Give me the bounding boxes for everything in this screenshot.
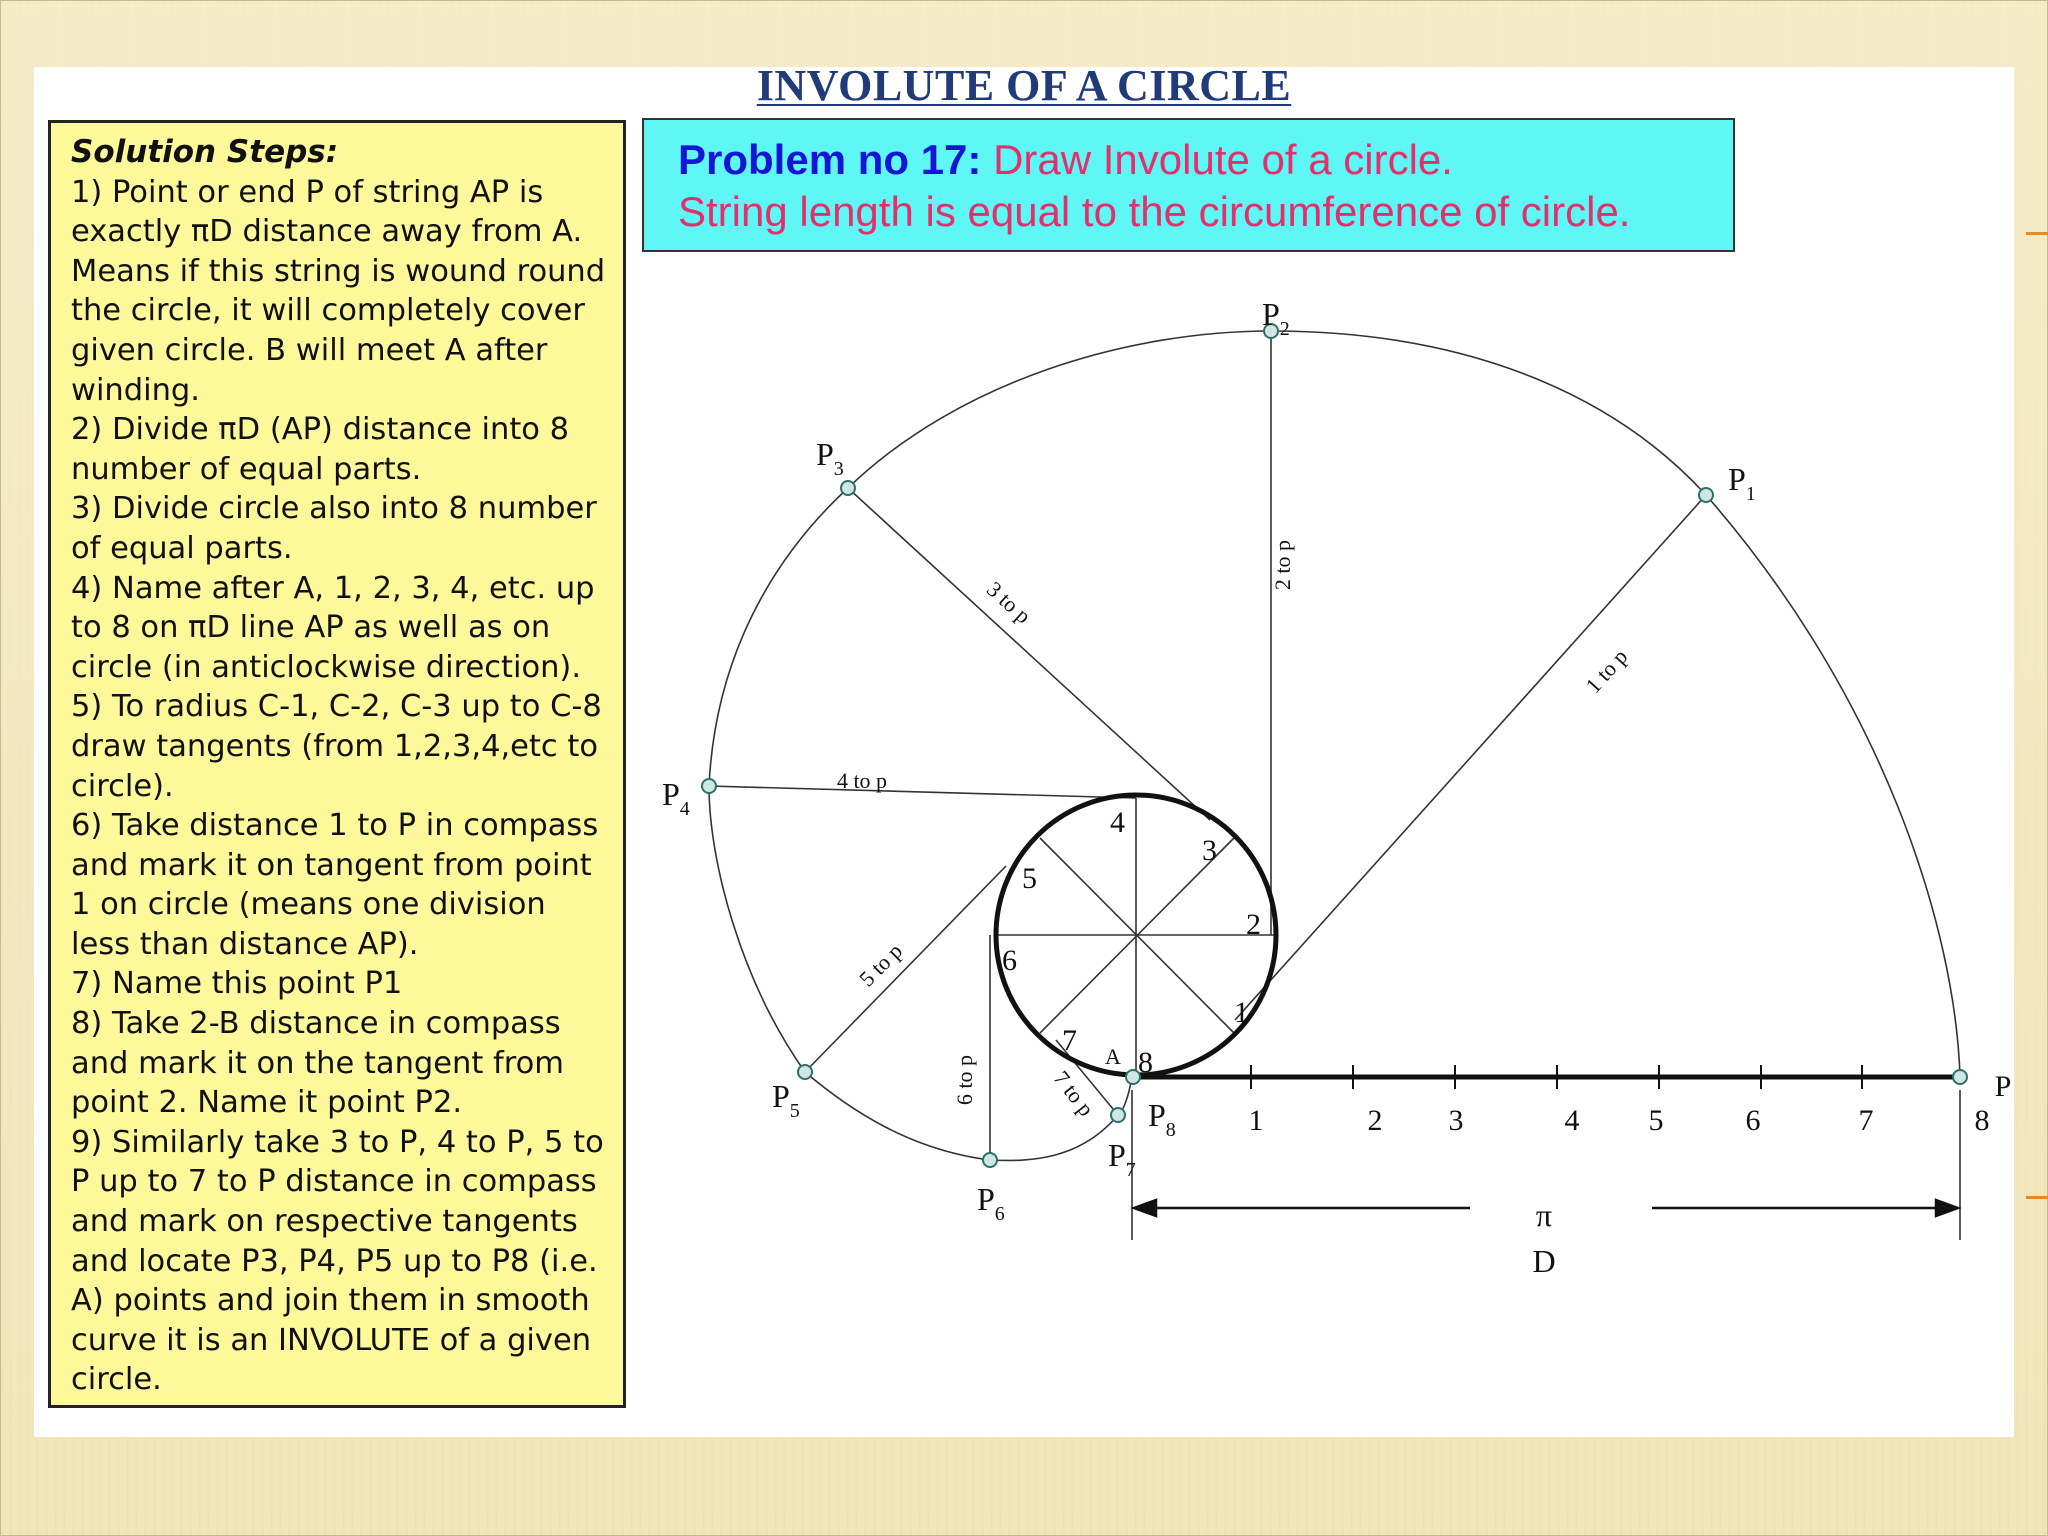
- circle-label-8: 8: [1138, 1046, 1153, 1079]
- tangent-label-6: 6 to p: [952, 1054, 977, 1106]
- line-label-5: 5: [1648, 1104, 1664, 1137]
- solution-step: 6) Take distance 1 to P in compass and mark it on tangent from point 1 on circle (means one division less than distance AP).: [71, 808, 599, 962]
- circle-label-7: 7: [1062, 1024, 1077, 1057]
- tangent-line-1: [1235, 495, 1706, 1020]
- page-title: INVOLUTE OF A CIRCLE: [756, 61, 1292, 110]
- tangent-label-7: 7 to p: [1048, 1065, 1100, 1121]
- solution-step: 5) To radius C-1, C-2, C-3 up to C-8 draw tangents (from 1,2,3,4,etc to circle).: [71, 689, 602, 804]
- arrow-right-icon: [1936, 1200, 1958, 1216]
- point-a-label: A: [1105, 1044, 1121, 1069]
- line-label-7: 7: [1858, 1104, 1874, 1137]
- line-label-2: 2: [1367, 1104, 1383, 1137]
- point-p7-marker: [1111, 1108, 1125, 1122]
- line-label-4: 4: [1564, 1104, 1580, 1137]
- involute-curve: [709, 331, 1960, 1160]
- solution-step: 8) Take 2-B distance in compass and mark it on the tangent from point 2. Name it point P2.: [71, 1006, 565, 1121]
- circle-label-1: 1: [1234, 996, 1249, 1029]
- line-label-6: 6: [1745, 1104, 1761, 1137]
- label-p4: $P_4$: [662, 776, 690, 820]
- tangent-label-5: 5 to p: [854, 938, 908, 992]
- label-p2: $P_2$: [1262, 296, 1290, 340]
- circle-label-3: 3: [1202, 834, 1217, 867]
- circle-label-6: 6: [1002, 944, 1017, 977]
- label-p5: $P_5$: [772, 1078, 800, 1122]
- solution-step: 7) Name this point P1: [71, 966, 403, 1002]
- label-p1: $P_1$: [1728, 461, 1756, 505]
- tangent-line-4: [709, 786, 1136, 798]
- solution-step: 2) Divide πD (AP) distance into 8 number of equal parts.: [71, 412, 570, 487]
- problem-text: Draw Involute of a circle.: [993, 136, 1453, 183]
- solution-step: 9) Similarly take 3 to P, 4 to P, 5 to P up to 7 to P distance in compass and mark on respective tangents and locate P3, P4, P5 up to P8 (i.e. A) points and join them in smooth curve it is an INVOLUTE of a given circle.: [71, 1124, 604, 1398]
- tangent-label-3: 3 to p: [982, 576, 1037, 629]
- line-label-1: 1: [1248, 1104, 1264, 1137]
- line-label-3: 3: [1448, 1104, 1464, 1137]
- dimension-d-label: D: [1532, 1243, 1556, 1279]
- solution-heading: Solution Steps:: [71, 134, 339, 170]
- dimension-pi-label: π: [1535, 1197, 1553, 1233]
- label-p8: $P_8$: [1148, 1097, 1176, 1141]
- circle-label-5: 5: [1022, 862, 1037, 895]
- label-p6: $P_6$: [977, 1181, 1005, 1225]
- solution-step: 1) Point or end P of string AP is exactly πD distance away from A. Means if this string is wound round the circle, it will completely cover given circle. B will meet A after winding.: [71, 174, 606, 408]
- solution-step: 4) Name after A, 1, 2, 3, 4, etc. up to 8 on πD line AP as well as on circle (in anticlockwise direction).: [71, 570, 595, 685]
- solution-step: 3) Divide circle also into 8 number of equal parts.: [71, 491, 597, 566]
- line-label-8: 8: [1974, 1104, 1990, 1137]
- label-p7: $P_7$: [1108, 1137, 1136, 1181]
- point-p5-marker: [798, 1065, 812, 1079]
- point-p1-marker: [1699, 488, 1713, 502]
- point-p-marker: [1953, 1070, 1967, 1084]
- circle-label-2: 2: [1246, 908, 1261, 941]
- point-p3-marker: [841, 481, 855, 495]
- end-point-p-label: P: [1994, 1070, 2012, 1103]
- tangent-label-2: 2 to p: [1270, 539, 1295, 591]
- point-p6-marker: [983, 1153, 997, 1167]
- tangent-label-1: 1 to p: [1580, 643, 1633, 698]
- tangent-line-5: [805, 866, 1006, 1072]
- problem-line-2: String length is equal to the circumference of circle.: [678, 188, 1631, 235]
- arrow-left-icon: [1134, 1200, 1156, 1216]
- label-p3: $P_3$: [816, 436, 844, 480]
- circle-label-4: 4: [1110, 806, 1125, 839]
- tangent-line-3: [848, 488, 1210, 820]
- point-p4-marker: [702, 779, 716, 793]
- problem-label: Problem no 17:: [678, 136, 982, 183]
- tangent-label-4: 4 to p: [836, 768, 888, 793]
